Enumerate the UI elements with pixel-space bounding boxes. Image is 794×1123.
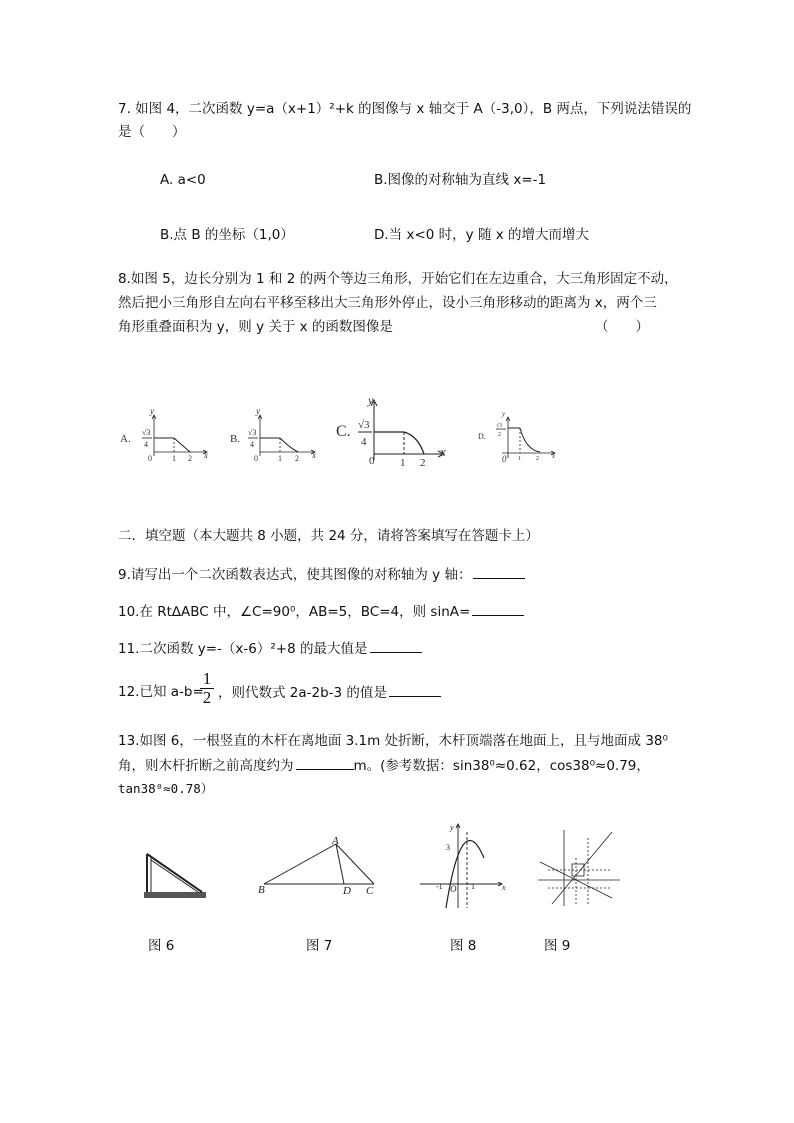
graph-a-y-label: y: [150, 406, 154, 416]
graph-a-origin: 0: [148, 454, 152, 463]
graph-b-letter: B.: [230, 433, 241, 445]
q13-line2: [118, 757, 650, 774]
graph-a-tick1: 1: [172, 454, 176, 463]
q13-line1: 13.如图 6，一根竖直的木杆在离地面 3.1m 处折断，木杆顶端落在地面上，且与地面成 38⁰: [118, 733, 668, 749]
graph-c-x-label: x: [440, 444, 446, 459]
q10-line: [118, 603, 524, 620]
graph-c-origin: 0: [369, 455, 375, 467]
q12-fraction-den: 2: [202, 688, 212, 707]
caption-fig7: 图 7: [306, 938, 333, 954]
q8-stem-line2: 然后把小三角形自左向右平移至移出大三角形外停止，设小三角形移动的距离为 x，两个三: [118, 295, 657, 311]
fig7-label-c: C: [366, 885, 374, 897]
q8-answer-paren: （ ）: [595, 319, 649, 335]
fig7-label-a: A: [332, 835, 339, 847]
graph-d-den: 2: [498, 432, 501, 438]
graph-b-y-label: y: [256, 406, 260, 416]
figure-6-drawing: [144, 854, 206, 898]
graph-d-origin: 0: [502, 454, 507, 464]
q12-answer-blank[interactable]: [389, 684, 441, 697]
q12-fraction-num: 1: [202, 669, 212, 688]
fig8-y-label: y: [450, 823, 454, 832]
graph-a-tick2: 2: [188, 454, 192, 463]
q10-answer-blank[interactable]: [472, 603, 524, 616]
graph-d-letter: D.: [478, 432, 486, 441]
graph-b-tick1: 1: [278, 454, 282, 463]
graph-c-letter: C.: [336, 423, 351, 440]
q12-post: ，则代数式 2a-2b-3 的值是: [218, 685, 387, 701]
figure-8-drawing: [420, 823, 506, 908]
graph-c-den: 4: [361, 436, 367, 448]
fig8-label-1: 1: [471, 882, 475, 891]
graph-b-num: √3: [248, 428, 257, 437]
graph-d: [478, 410, 556, 464]
q8-answer-graphs: [118, 394, 568, 470]
graph-a-x-label: x: [204, 450, 208, 460]
q9-text: 9.请写出一个二次函数表达式，使其图像的对称轴为 y 轴：: [118, 567, 472, 583]
q12-pre: 12.已知 a-b=: [118, 684, 204, 700]
graph-b: [230, 406, 316, 463]
q11-answer-blank[interactable]: [370, 640, 422, 653]
fig7-label-d: D: [343, 885, 351, 897]
q8-stem-line1: 8.如图 5，边长分别为 1 和 2 的两个等边三角形，开始它们在左边重合，大三角形固定不动，: [118, 271, 678, 287]
q7-stem-line1: 7. 如图 4，二次函数 y=a（x+1）²+k 的图像与 x 轴交于 A（-3,0），B 两点，下列说法错误的: [118, 101, 692, 117]
fig8-x-label: x: [502, 883, 506, 892]
graph-d-x-label: x: [552, 452, 556, 460]
q7-option-b: B.图像的对称轴为直线 x=-1: [374, 172, 547, 188]
q13-line2b: m。(参考数据：sin38⁰≈0.62，cos38⁰≈0.79，: [353, 758, 650, 774]
caption-fig6: 图 6: [148, 938, 175, 954]
graph-a: [120, 406, 208, 463]
graph-c-tick1: 1: [400, 457, 406, 469]
q12-post-line: [218, 684, 441, 701]
graph-a-num: √3: [142, 428, 151, 437]
figure-9-drawing: [538, 830, 620, 906]
q9-answer-blank[interactable]: [473, 566, 525, 579]
fig7-label-b: B: [258, 884, 265, 896]
figure-7-drawing: [258, 835, 374, 897]
q7-option-d: D.当 x<0 时，y 随 x 的增大而增大: [374, 227, 590, 243]
q11-line: [118, 640, 422, 657]
q11-text: 11.二次函数 y=-（x-6）²+8 的最大值是: [118, 641, 368, 657]
fig8-label-minus1: -1: [436, 882, 443, 891]
fig8-label-3: 3: [446, 843, 450, 852]
graph-b-den: 4: [250, 440, 254, 449]
graph-b-tick2: 2: [295, 454, 299, 463]
q13-answer-blank[interactable]: [296, 757, 354, 770]
graph-b-x-label: x: [312, 450, 316, 460]
graph-b-origin: 0: [254, 454, 258, 463]
graph-a-den: 4: [144, 440, 148, 449]
q7-option-a: A. a<0: [160, 172, 206, 188]
section2-heading: 二．填空题（本大题共 8 小题，共 24 分，请将答案填写在答题卡上）: [118, 528, 539, 544]
q13-line2a: 角，则木杆折断之前高度约为: [118, 758, 294, 774]
graph-d-tick2: 2: [536, 456, 539, 462]
graph-c-num: √3: [358, 419, 370, 431]
q13-line3: tan38⁰≈0.78）: [118, 781, 214, 796]
graph-a-letter: A.: [120, 433, 131, 445]
caption-fig9: 图 9: [544, 938, 571, 954]
q8-stem-line3: 角形重叠面积为 y，则 y 关于 x 的函数图像是: [118, 319, 393, 335]
fig8-label-origin: O: [450, 884, 457, 894]
graph-c: [336, 394, 446, 469]
graph-c-y-label: y: [368, 394, 374, 407]
graph-d-num: √3: [496, 423, 503, 429]
q12-fraction: [200, 670, 214, 707]
q7-stem-line2: 是（ ）: [118, 124, 186, 140]
graph-d-y-label: y: [502, 410, 506, 418]
figures-row: [140, 818, 620, 910]
graph-d-tick1: 1: [518, 456, 521, 462]
graph-c-tick2: 2: [420, 457, 426, 469]
q10-text: 10.在 Rt∆ABC 中，∠C=90⁰，AB=5，BC=4，则 sinA=: [118, 604, 471, 620]
q7-option-c: B.点 B 的坐标（1,0）: [160, 227, 294, 243]
caption-fig8: 图 8: [450, 938, 477, 954]
q9-line: [118, 566, 525, 583]
